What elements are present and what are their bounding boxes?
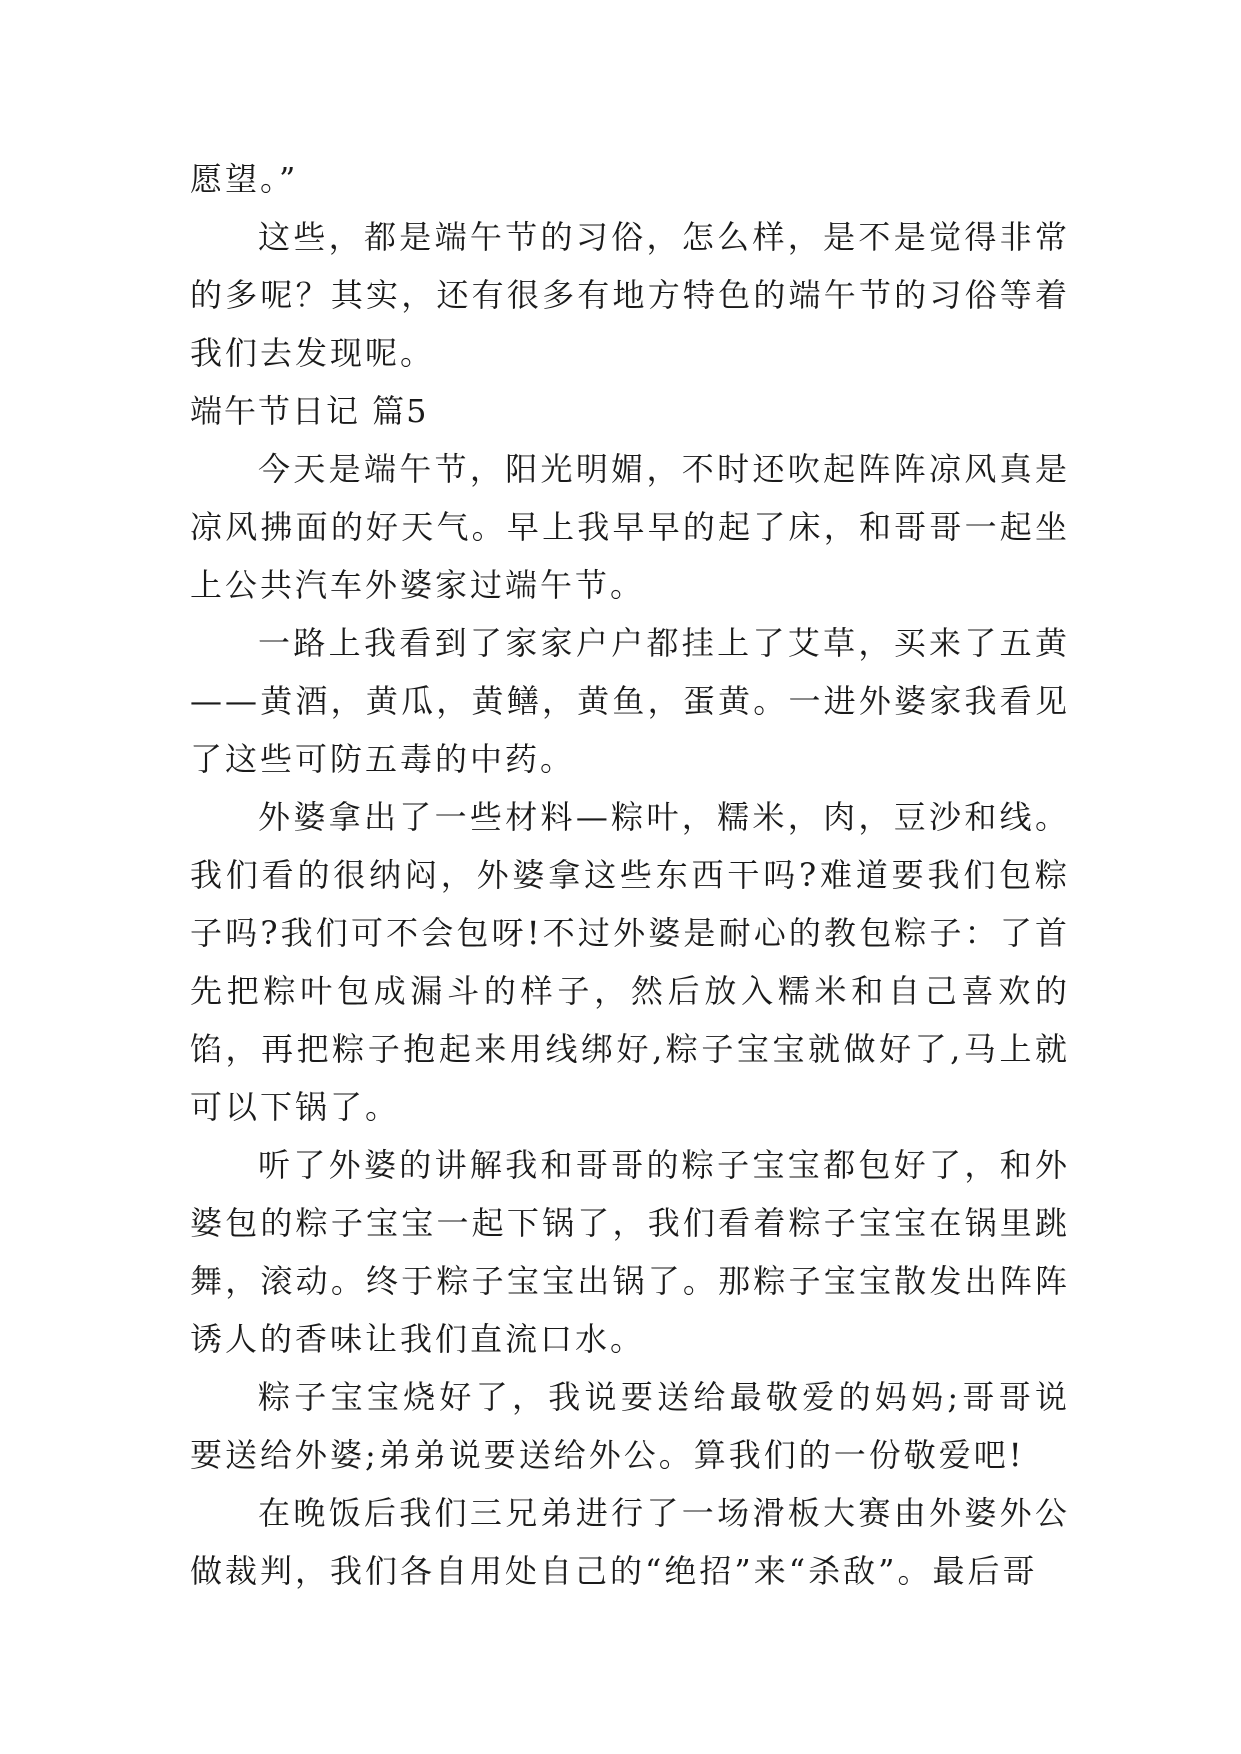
- document-body: [190, 150, 1070, 1600]
- paragraph-continuation: 愿望。”: [190, 160, 299, 198]
- section-heading: 端午节日记 篇5: [190, 392, 429, 430]
- paragraph: 外婆拿出了一些材料—粽叶，糯米，肉，豆沙和线。我们看的很纳闷，外婆拿这些东西干吗?难道要我们包粽子吗?我们可不会包呀!不过外婆是耐心的教包粽子：了首先把粽叶包成漏斗的样子，然后放入糯米和自己喜欢的馅，再把粽子抱起来用线绑好,粽子宝宝就做好了,马上就可以下锅了。: [190, 798, 1070, 1126]
- paragraph: 这些，都是端午节的习俗，怎么样，是不是觉得非常的多呢？其实，还有很多有地方特色的端午节的习俗等着我们去发现呢。: [190, 218, 1070, 372]
- paragraph: 在晚饭后我们三兄弟进行了一场滑板大赛由外婆外公做裁判，我们各自用处自己的“绝招”来“杀敌”。最后哥: [190, 1494, 1070, 1590]
- paragraph: 一路上我看到了家家户户都挂上了艾草，买来了五黄——黄酒，黄瓜，黄鳝，黄鱼，蛋黄。一进外婆家我看见了这些可防五毒的中药。: [190, 624, 1070, 778]
- paragraph: 今天是端午节，阳光明媚，不时还吹起阵阵凉风真是凉风拂面的好天气。早上我早早的起了床，和哥哥一起坐上公共汽车外婆家过端午节。: [190, 450, 1070, 604]
- paragraph: 粽子宝宝烧好了，我说要送给最敬爱的妈妈;哥哥说要送给外婆;弟弟说要送给外公。算我们的一份敬爱吧!: [190, 1378, 1070, 1474]
- paragraph: 听了外婆的讲解我和哥哥的粽子宝宝都包好了，和外婆包的粽子宝宝一起下锅了，我们看着粽子宝宝在锅里跳舞，滚动。终于粽子宝宝出锅了。那粽子宝宝散发出阵阵诱人的香味让我们直流口水。: [190, 1146, 1070, 1358]
